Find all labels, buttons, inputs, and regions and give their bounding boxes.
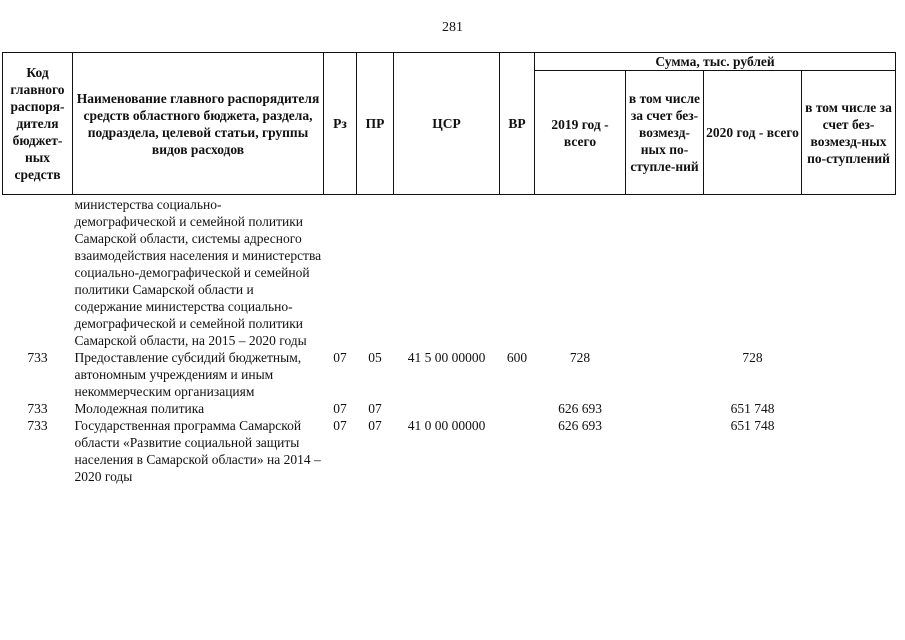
cell-2019-total: 626 693	[558, 401, 602, 416]
header-name: Наименование главного распорядителя средств областного бюджета, раздела, подраздела, целевой статьи, группы видов расходов	[73, 53, 324, 195]
header-pr: ПР	[357, 53, 394, 195]
cell-2020-grants	[802, 195, 896, 350]
cell-csr: 41 5 00 00000	[407, 350, 486, 365]
cell-2019-grants	[626, 195, 704, 350]
page-number: 281	[442, 20, 463, 35]
header-2020-total: 2020 год - всего	[704, 71, 802, 195]
cell-pr: 07	[368, 401, 382, 416]
cell-2019-total: 626 693	[558, 418, 602, 433]
cell-vr	[500, 195, 535, 350]
table-row	[3, 349, 896, 400]
cell-csr: 41 0 00 00000	[407, 418, 486, 433]
cell-pr	[357, 195, 394, 350]
cell-code: 733	[27, 418, 48, 433]
cell-vr	[500, 417, 535, 485]
header-rz: Рз	[324, 53, 357, 195]
cell-name: Предоставление субсидий бюджетным, автономным учреждениям и иным некоммерческим организациям	[74, 350, 302, 399]
header-sum: Сумма, тыс. рублей	[535, 53, 896, 71]
header-row-top	[3, 53, 896, 71]
header-2019-total: 2019 год - всего	[535, 71, 626, 195]
cell-2019-grants	[626, 417, 704, 485]
cell-pr: 05	[368, 350, 382, 365]
cell-2020-grants	[802, 400, 896, 417]
cell-2020-total: 651 748	[730, 401, 775, 416]
cell-csr	[394, 400, 500, 417]
cell-2020-total: 728	[742, 350, 763, 365]
cell-rz: 07	[333, 401, 347, 416]
cell-2019-total	[535, 195, 626, 350]
cell-rz: 07	[333, 418, 347, 433]
budget-table	[2, 52, 896, 485]
cell-2020-total: 651 748	[730, 418, 775, 433]
cell-2020-grants	[802, 349, 896, 400]
table-row	[3, 417, 896, 485]
cell-2020-grants	[802, 417, 896, 485]
cell-name: Молодежная политика	[74, 401, 205, 416]
cell-2019-total: 728	[569, 350, 591, 365]
header-2019-grants: в том числе за счет без-возмезд-ных по-ступле-ний	[626, 71, 704, 195]
table-row	[3, 195, 896, 350]
cell-2020-total	[704, 195, 802, 350]
cell-pr: 07	[368, 418, 382, 433]
table-row	[3, 400, 896, 417]
cell-2019-grants	[626, 349, 704, 400]
cell-name: Государственная программа Самарской области «Развитие социальной защиты населения в Самарской области» на 2014 – 2020 годы	[74, 418, 321, 484]
cell-code: 733	[27, 401, 48, 416]
cell-code: 733	[27, 350, 48, 365]
header-vr: ВР	[500, 53, 535, 195]
header-2020-grants: в том числе за счет без-возмезд-ных по-ступлений	[802, 71, 896, 195]
cell-rz	[324, 195, 357, 350]
cell-vr	[500, 400, 535, 417]
header-code: Код главного распоря-дителя бюджет-ных средств	[3, 53, 73, 195]
header-csr: ЦСР	[394, 53, 500, 195]
cell-csr	[394, 195, 500, 350]
cell-name: министерства социально-демографической и семейной политики Самарской области, системы адресного взаимодействия населения и министерства социально-демографической и семейной политики Самарской области и содержание министерства социально-демографической и семейной политики Самарской области, на 2015 – 2020 годы	[74, 197, 322, 348]
cell-2019-grants	[626, 400, 704, 417]
cell-vr: 600	[506, 350, 528, 365]
cell-rz: 07	[333, 350, 347, 365]
cell-code	[3, 195, 73, 350]
